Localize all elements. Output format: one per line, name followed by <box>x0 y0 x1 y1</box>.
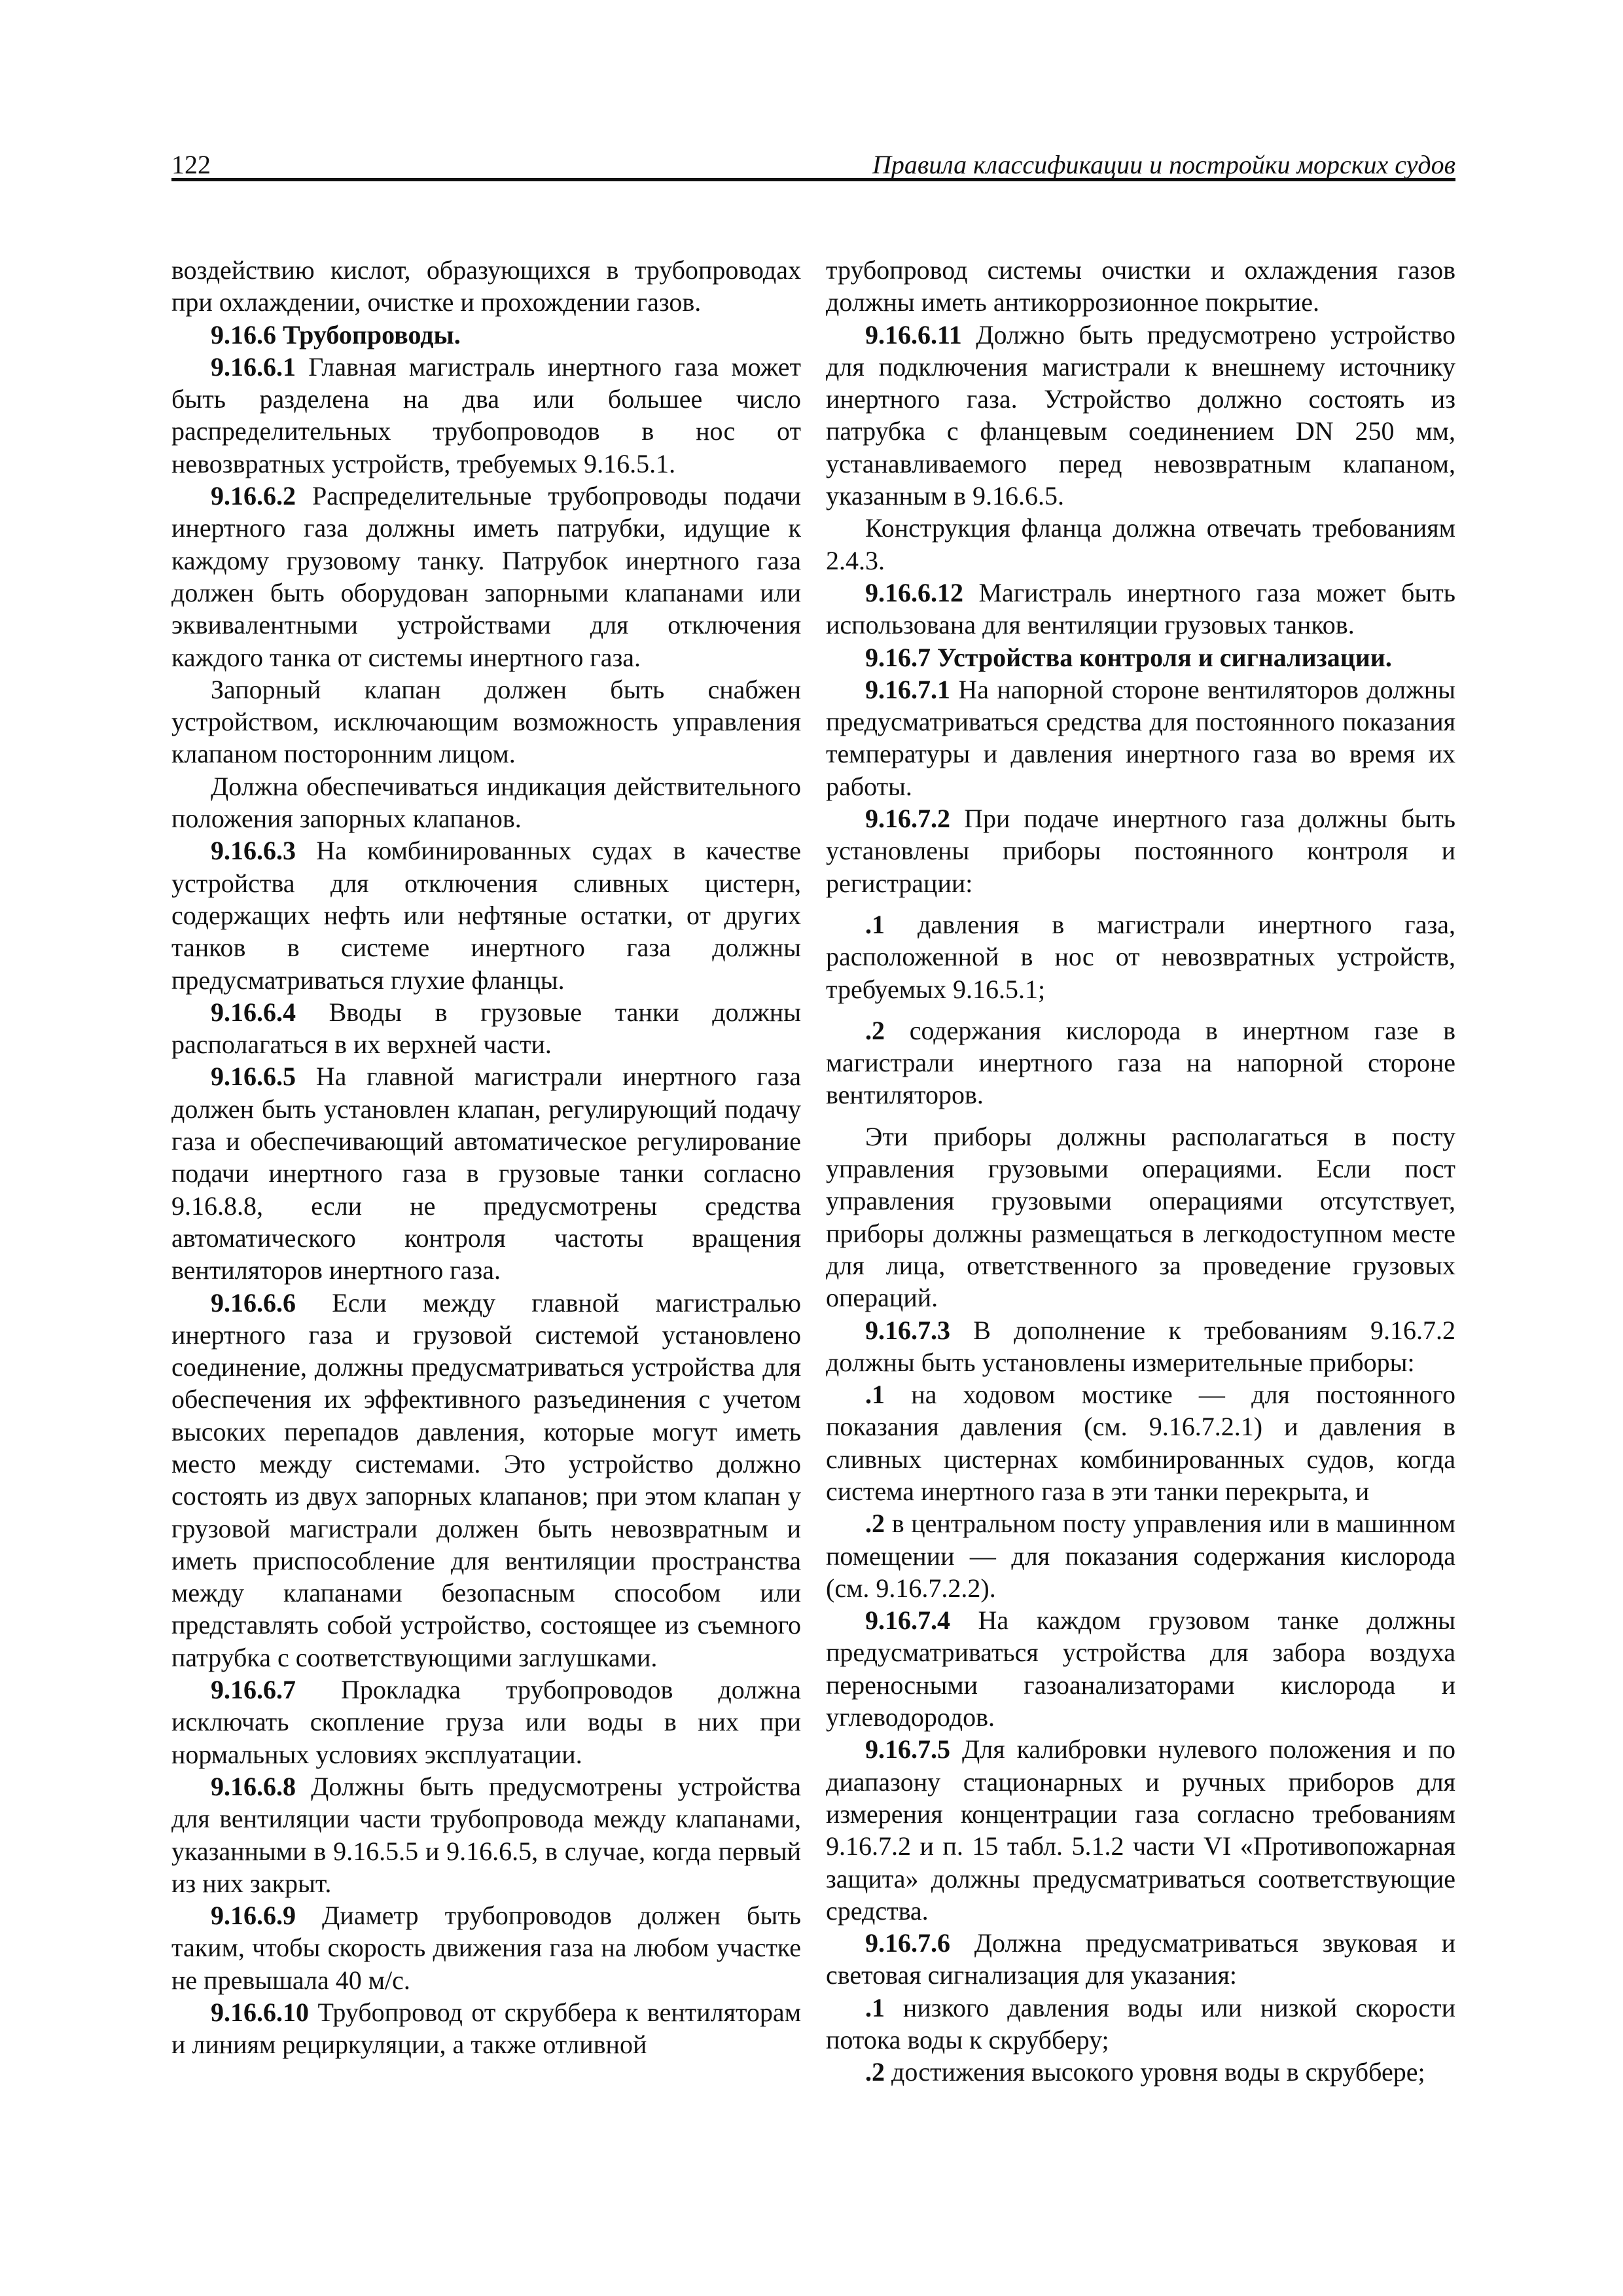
section-heading: 9.16.7 Устройства контроля и сигнализации. <box>865 642 1392 672</box>
list-item: .1 низкого давления воды или низкой скорости потока воды к скрубберу; <box>826 1992 1455 2055</box>
paragraph: 9.16.6.8 Должны быть предусмотрены устройства для вентиляции части трубопровода между клапанами, указанными в 9.16.5.5 и 9.16.6.5, в случае, когда первый из них закрыт. <box>171 1771 802 1898</box>
left-column <box>171 254 801 2061</box>
running-title: Правила классификации и постройки морских судов <box>872 150 1455 179</box>
list-item: .2 достижения высокого уровня воды в скруббере; <box>865 2057 1425 2087</box>
paragraph: 9.16.6.1 Главная магистраль инертного газа может быть разделена на два или большее число распределительных трубопроводов в нос от невозвратных устройств, требуемых 9.16.5.1. <box>171 351 802 478</box>
paragraph: 9.16.7.5 Для калибровки нулевого положения и по диапазону стационарных и ручных приборов для измерения концентрации газа согласно требованиям 9.16.7.2 и п. 15 табл. 5.1.2 части VI «Противопожарная защита» должны предусматриваться соответствующие средства. <box>826 1734 1456 1926</box>
paragraph: 9.16.7.1 На напорной стороне вентиляторов должны предусматриваться средства для постоянного показания температуры и давления инертного газа во время их работы. <box>826 674 1455 801</box>
paragraph: 9.16.6.4 Вводы в грузовые танки должны располагаться в их верхней части. <box>171 997 801 1060</box>
paragraph: Запорный клапан должен быть снабжен устройством, исключающим возможность управления клапаном посторонним лицом. <box>171 674 801 769</box>
list-item: .1 давления в магистрали инертного газа, расположенной в нос от невозвратных устройств, требуемых 9.16.5.1; <box>826 909 1456 1004</box>
paragraph: 9.16.6.9 Диаметр трубопроводов должен быть таким, чтобы скорость движения газа на любом участке не превышала 40 м/с. <box>171 1901 802 1995</box>
list-item: .1 на ходовом мостике — для постоянного показания давления (см. 9.16.7.2.1) и давления в сливных цистернах комбинированных судов, когда система инертного газа в эти танки перекрыта, и <box>826 1380 1455 1506</box>
paragraph: 9.16.7.3 В дополнение к требованиям 9.16.7.2 должны быть установлены измерительные приборы: <box>826 1315 1455 1377</box>
paragraph: 9.16.6.3 На комбинированных судах в качестве устройства для отключения сливных цистерн, содержащих нефть или нефтяные остатки, от других танков в системе инертного газа должны предусматриваться глухие фланцы. <box>171 836 801 995</box>
paragraph: 9.16.7.6 Должна предусматриваться звуковая и световая сигнализация для указания: <box>826 1928 1456 1990</box>
list-item: .2 содержания кислорода в инертном газе в магистрали инертного газа на напорной стороне вентиляторов. <box>826 1015 1455 1110</box>
section-heading: 9.16.6 Трубопроводы. <box>211 319 461 350</box>
paragraph: 9.16.6.11 Должно быть предусмотрено устройство для подключения магистрали к внешнему источнику инертного газа. Устройство должно состоять из патрубка с фланцевым соединением DN 250 мм, устанавливаемого перед невозвратным клапаном, указанным в 9.16.6.5. <box>826 319 1455 511</box>
header-rule <box>171 178 1455 181</box>
list-item: .2 в центральном посту управления или в машинном помещении — для показания содержания кислорода (см. 9.16.7.2.2). <box>826 1509 1456 1603</box>
paragraph: Должна обеспечиваться индикация действительного положения запорных клапанов. <box>171 771 801 834</box>
paragraph: 9.16.7.2 При подаче инертного газа должны быть установлены приборы постоянного контроля и регистрации: <box>826 804 1455 898</box>
paragraph: 9.16.6.5 На главной магистрали инертного газа должен быть установлен клапан, регулирующий подачу газа и обеспечивающий автоматическое регулирование подачи инертного газа в грузовые танки согласно 9.16.8.8, если не предусмотрены средства автоматического контроля частоты вращения вентиляторов инертного газа. <box>171 1062 802 1285</box>
paragraph: 9.16.7.4 На каждом грузовом танке должны предусматриваться устройства для забора воздуха переносными газоанализаторами кислорода и углеводородов. <box>826 1605 1456 1732</box>
paragraph: 9.16.6.12 Магистраль инертного газа может быть использована для вентиляции грузовых танков. <box>826 577 1455 640</box>
paragraph: 9.16.6.10 Трубопровод от скруббера к вентиляторам и линиям рециркуляции, а также отливной <box>171 1998 802 2060</box>
paragraph: 9.16.6.7 Прокладка трубопроводов должна исключать скопление груза или воды в них при нормальных условиях эксплуатации. <box>171 1675 802 1769</box>
paragraph: трубопровод системы очистки и охлаждения газов должны иметь антикоррозионное покрытие. <box>826 255 1455 317</box>
paragraph: 9.16.6.6 Если между главной магистралью инертного газа и грузовой системой установлено соединение, должны предусматриваться устройства для обеспечения их эффективного разъединения с учетом высоких перепадов давления, которые могут иметь место между системами. Это устройство должно состоять из двух запорных клапанов; при этом клапан у грузовой магистрали должен быть невозвратным и иметь приспособление для вентиляции пространства между клапанами безопасным способом или представлять собой устройство, состоящее из съемного патрубка с соответствующими заглушками. <box>171 1287 802 1672</box>
paragraph: Эти приборы должны располагаться в посту управления грузовыми операциями. Если пост управления грузовыми операциями отсутствует, приборы должны размещаться в легкодоступном месте для лица, ответственного за проведение грузовых операций. <box>826 1121 1455 1313</box>
paragraph: 9.16.6.2 Распределительные трубопроводы подачи инертного газа должны иметь патрубки, идущие к каждому грузовому танку. Патрубок инертного газа должен быть оборудован запорными клапанами или эквивалентными устройствами для отключения каждого танка от системы инертного газа. <box>171 481 801 672</box>
paragraph: воздействию кислот, образующихся в трубопроводах при охлаждении, очистке и прохождении газов. <box>171 255 801 317</box>
page-number: 122 <box>171 150 211 179</box>
paragraph: Конструкция фланца должна отвечать требованиям 2.4.3. <box>826 513 1455 575</box>
right-column <box>826 254 1455 2089</box>
